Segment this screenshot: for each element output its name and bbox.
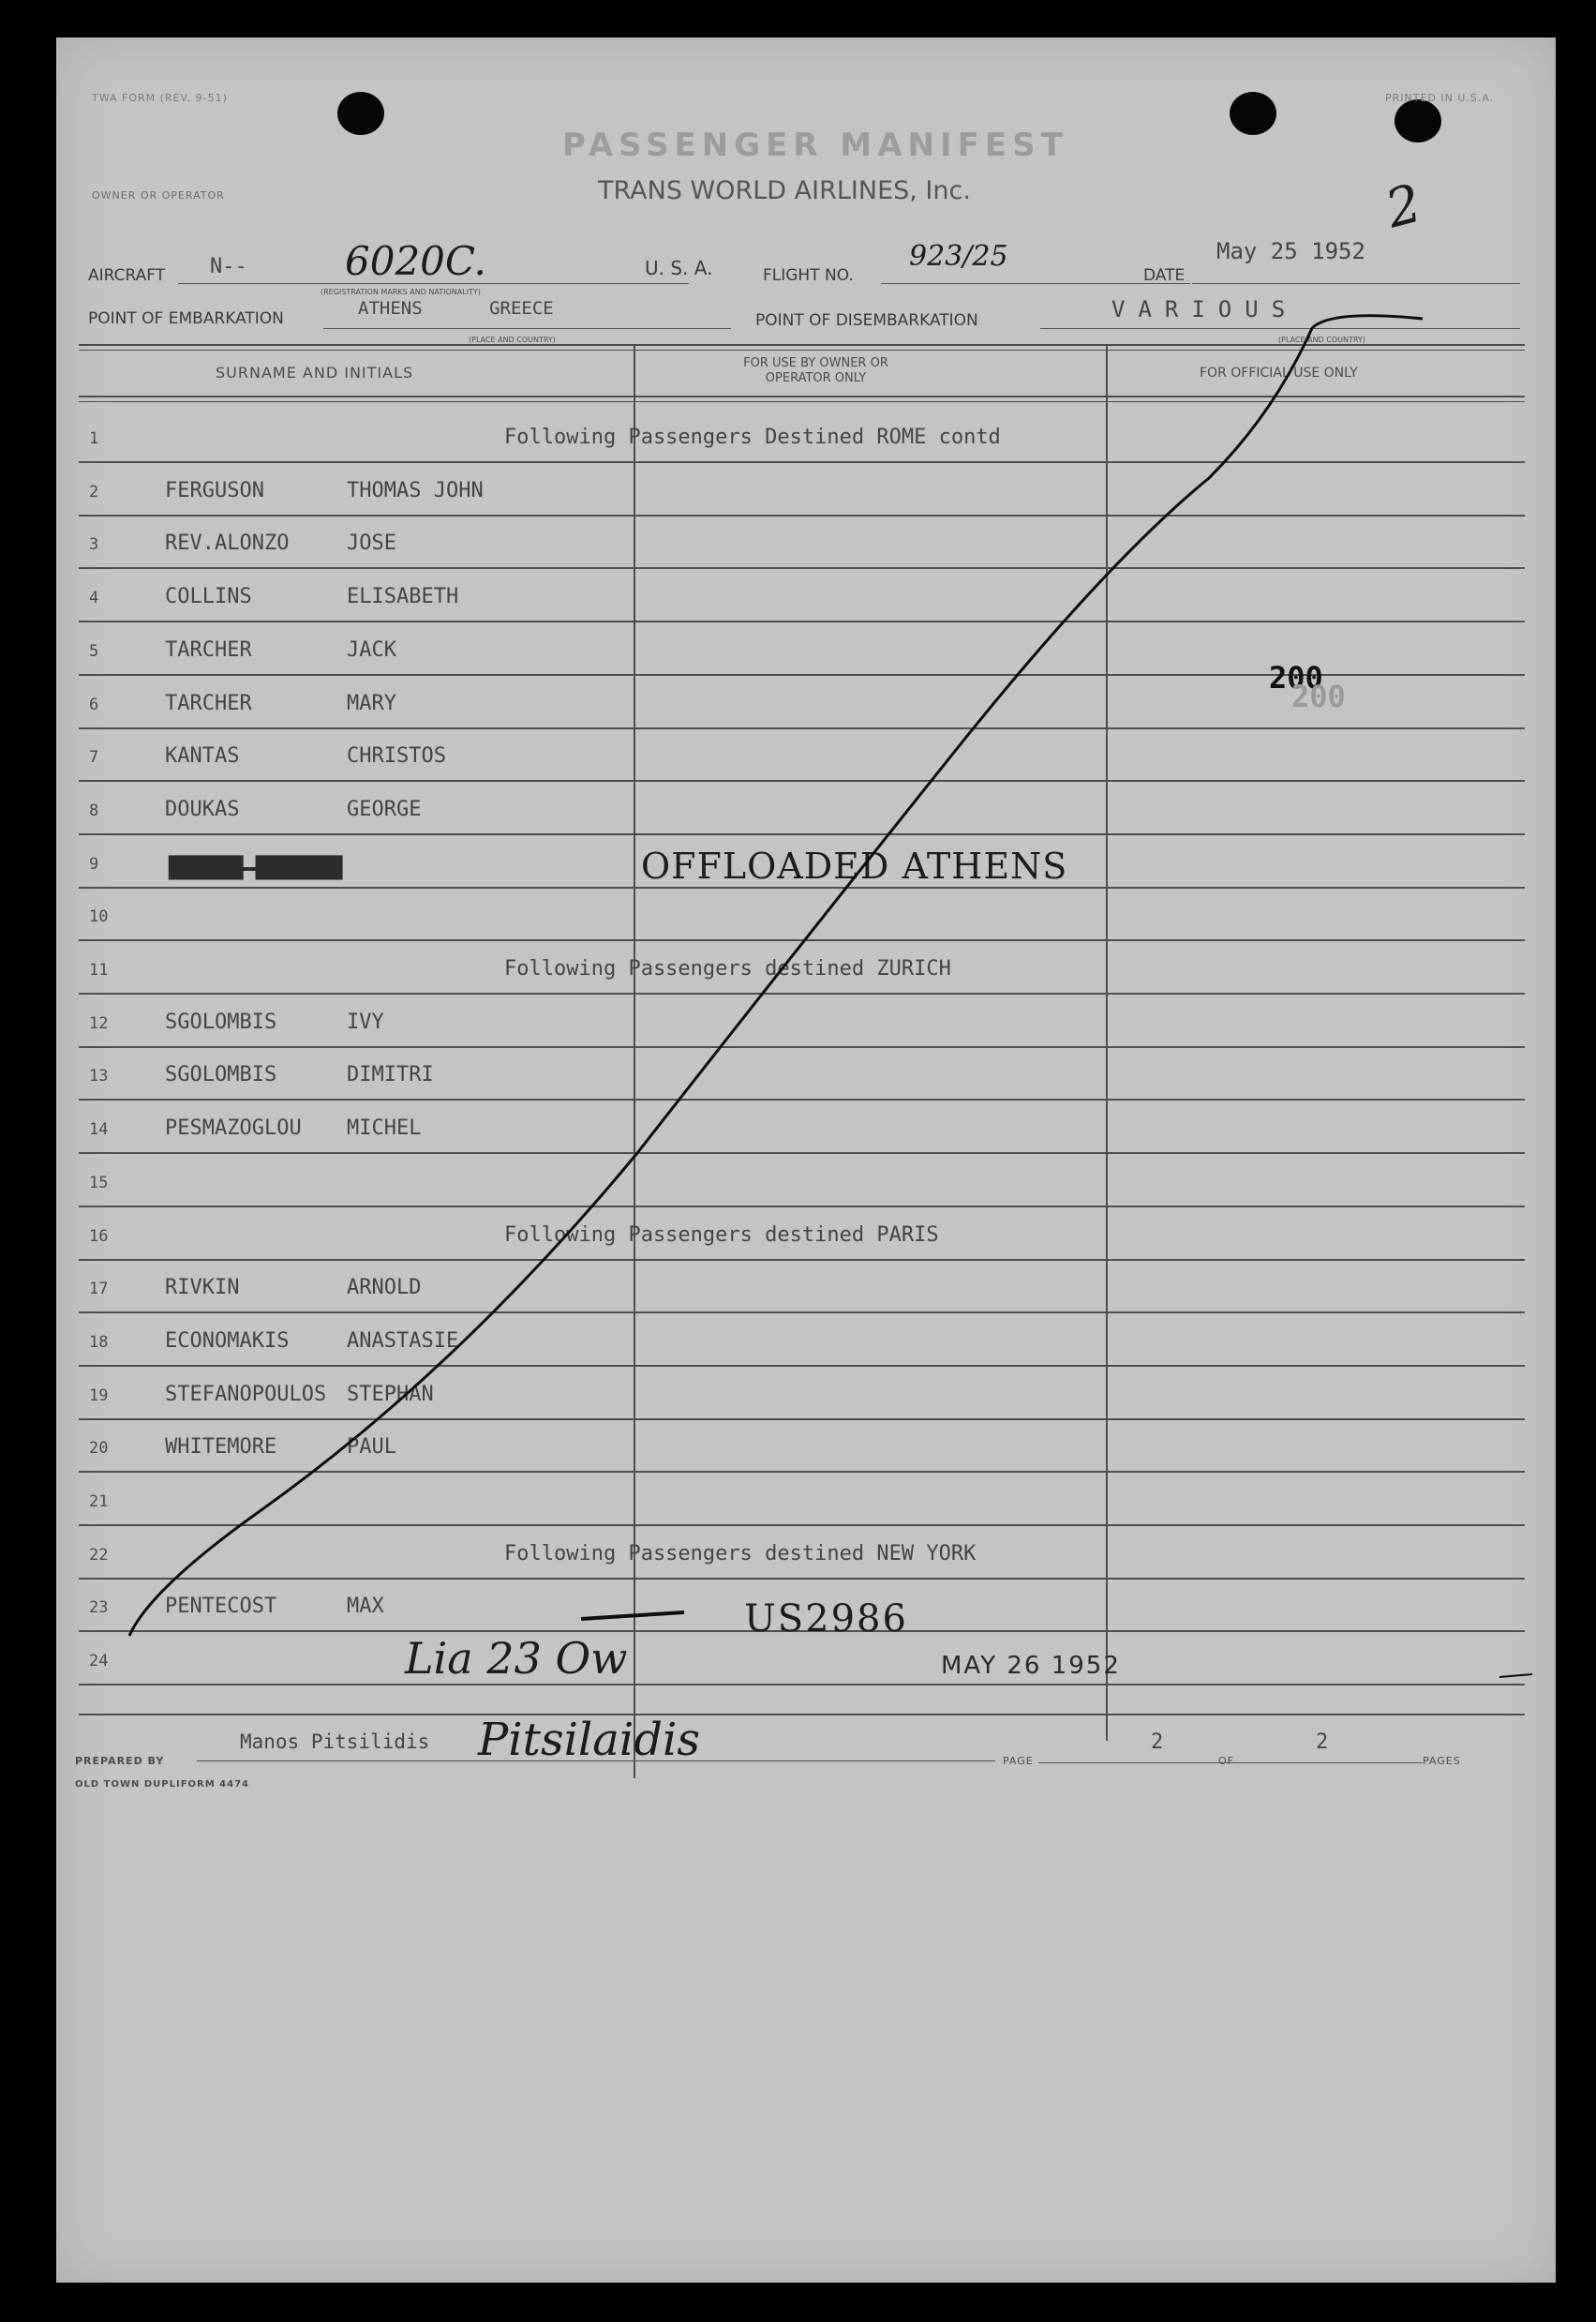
passenger-given-names: MAX [347, 1595, 384, 1619]
manifest-row [56, 731, 1556, 784]
manifest-row [56, 1422, 1556, 1475]
row-rule [79, 1418, 1525, 1420]
surname-column-header: SURNAME AND INITIALS [216, 364, 414, 382]
aircraft-registration: 6020C. [345, 238, 486, 284]
owner-column-header: FOR USE BY OWNER OR OPERATOR ONLY [743, 356, 888, 385]
manifest-row [56, 1157, 1556, 1209]
row-number: 2 [89, 482, 99, 502]
manifest-row [56, 518, 1556, 571]
table-top-rule-2 [79, 350, 1525, 351]
place-note-right: (PLACE AND COUNTRY) [1278, 336, 1365, 344]
page-underline [1038, 1762, 1423, 1763]
passenger-given-names: PAUL [347, 1435, 396, 1460]
row-number: 15 [89, 1173, 109, 1192]
header-bottom-rule [79, 396, 1525, 397]
manifest-row [56, 625, 1556, 678]
disembarkation-place: VARIOUS [1111, 296, 1299, 322]
row-number: 13 [89, 1067, 109, 1086]
passenger-given-names: GEORGE [347, 797, 422, 821]
passenger-given-names: ANASTASIE [347, 1328, 459, 1353]
row-number: 7 [89, 748, 99, 768]
manifest-row [56, 1476, 1556, 1528]
row-rule [79, 1578, 1525, 1580]
passenger-surname: PENTECOST [165, 1595, 277, 1619]
manifest-row [56, 1210, 1556, 1263]
row-rule [79, 1259, 1525, 1261]
manifest-row [56, 785, 1556, 837]
embarkation-place: ATHENS GREECE [358, 298, 554, 319]
manifest-row [56, 572, 1556, 624]
row-rule [79, 567, 1525, 569]
row-number: 5 [89, 641, 99, 661]
punch-hole-middle [1230, 92, 1276, 135]
passenger-given-names: JACK [347, 637, 396, 662]
prepared-by-name: Manos Pitsilidis [240, 1730, 430, 1753]
passenger-surname: TARCHER [165, 637, 252, 662]
header-bottom-rule-2 [79, 401, 1525, 402]
destination-note: Following Passengers destined ZURICH [504, 957, 951, 981]
date-label: DATE [1143, 266, 1186, 285]
embarkation-label: POINT OF EMBARKATION [88, 309, 284, 328]
passenger-given-names: ARNOLD [347, 1276, 422, 1300]
row-number: 19 [89, 1386, 109, 1405]
manifest-row [56, 891, 1556, 943]
printed-in-label: PRINTED IN U.S.A. [1385, 92, 1495, 104]
row-number: 12 [89, 1013, 109, 1033]
punch-hole-left [337, 92, 384, 135]
manifest-title: PASSENGER MANIFEST [562, 127, 1068, 164]
of-label: OF [1218, 1755, 1234, 1767]
row-rule [79, 461, 1525, 463]
official-stamp: 200 [1269, 660, 1323, 696]
row-rule [79, 1684, 1525, 1685]
row-rule [79, 993, 1525, 995]
row-rule [79, 727, 1525, 729]
pages-label: PAGES [1423, 1755, 1461, 1767]
row-number: 8 [89, 801, 99, 820]
registration-note: (REGISTRATION MARKS AND NATIONALITY) [321, 288, 481, 296]
row-rule [79, 1152, 1525, 1154]
row-number: 9 [89, 854, 99, 874]
row-number: 24 [89, 1652, 109, 1671]
passenger-surname: DOUKAS [165, 797, 240, 821]
row-number: 21 [89, 1492, 109, 1511]
row-number: 17 [89, 1280, 109, 1299]
official-stamp-shadow: 200 [1291, 679, 1346, 714]
row-number: 16 [89, 1226, 109, 1246]
table-top-rule [79, 344, 1525, 346]
table-bottom-rule [79, 1714, 1525, 1715]
embarkation-underline [323, 328, 731, 329]
row-number: 3 [89, 535, 99, 555]
row-number: 20 [89, 1439, 109, 1459]
passenger-given-names: JOSE [347, 532, 396, 556]
row-rule [79, 1046, 1525, 1048]
manifest-sheet [56, 37, 1556, 2283]
date-underline [1192, 283, 1520, 284]
offloaded-note: OFFLOADED ATHENS [641, 846, 1068, 887]
passenger-surname: STEFANOPOULOS [165, 1382, 327, 1406]
passenger-given-names: IVY [347, 1010, 384, 1034]
passenger-surname: PESMAZOGLOU [165, 1116, 302, 1141]
flight-number-label: FLIGHT NO. [763, 266, 854, 285]
row-rule [79, 515, 1525, 517]
row-rule [79, 1206, 1525, 1207]
manifest-row [56, 1316, 1556, 1369]
aircraft-label: AIRCRAFT [88, 266, 166, 285]
row-rule [79, 1099, 1525, 1101]
row-number: 10 [89, 907, 109, 927]
punch-hole-right [1395, 99, 1441, 142]
passenger-surname: REV.ALONZO [165, 532, 290, 556]
official-column-header: FOR OFFICIAL USE ONLY [1200, 366, 1358, 381]
passenger-surname: KANTAS [165, 744, 240, 769]
place-note-left: (PLACE AND COUNTRY) [469, 336, 556, 344]
row-9-struck-name: ██████ ███████ [169, 857, 343, 880]
disembarkation-label: POINT OF DISEMBARKATION [755, 311, 978, 330]
stamp-date: MAY 26 1952 [941, 1652, 1121, 1680]
passenger-surname: COLLINS [165, 585, 252, 609]
row-rule [79, 1524, 1525, 1526]
manifest-row [56, 1529, 1556, 1581]
row-rule [79, 833, 1525, 835]
disembarkation-underline [1040, 328, 1520, 329]
row-number: 23 [89, 1598, 109, 1618]
manifest-row [56, 997, 1556, 1050]
passenger-surname: RIVKIN [165, 1276, 240, 1300]
flight-date: May 25 1952 [1216, 238, 1365, 264]
prepared-underline [197, 1760, 995, 1761]
passenger-surname: SGOLOMBIS [165, 1010, 277, 1034]
row-rule [79, 1365, 1525, 1367]
row-rule [79, 1311, 1525, 1313]
passenger-surname: TARCHER [165, 691, 252, 715]
passenger-given-names: THOMAS JOHN [347, 478, 484, 502]
owner-label: OWNER OR OPERATOR [92, 189, 225, 202]
country-label: U. S. A. [645, 257, 713, 279]
row-number: 11 [89, 961, 109, 980]
passenger-given-names: STEPHAN [347, 1382, 434, 1406]
row-rule [79, 1471, 1525, 1473]
manifest-row [56, 944, 1556, 996]
manifest-row [56, 1635, 1556, 1687]
airline-name: TRANS WORLD AIRLINES, Inc. [598, 176, 971, 205]
row-number: 4 [89, 589, 99, 608]
row-rule [79, 780, 1525, 782]
destination-note: Following Passengers destined PARIS [504, 1222, 939, 1247]
manifest-row [56, 1103, 1556, 1156]
total-pages: 2 [1316, 1730, 1329, 1754]
row-number: 18 [89, 1332, 109, 1352]
row-number: 22 [89, 1545, 109, 1565]
row-number: 6 [89, 695, 99, 714]
passenger-surname: FERGUSON [165, 478, 264, 502]
passenger-surname: WHITEMORE [165, 1435, 277, 1460]
manifest-row [56, 1263, 1556, 1315]
handwritten-number: US2986 [744, 1597, 908, 1640]
row-rule [79, 621, 1525, 622]
aircraft-underline [178, 283, 689, 284]
passenger-surname: ECONOMAKIS [165, 1328, 290, 1353]
handwritten-tally: Lia 23 Ow [405, 1633, 628, 1684]
passenger-given-names: ELISABETH [347, 585, 459, 609]
manifest-row [56, 412, 1556, 465]
row-number: 1 [89, 429, 99, 448]
manifest-row [56, 1370, 1556, 1422]
manifest-row [56, 1050, 1556, 1102]
page-label: PAGE [1003, 1755, 1034, 1767]
prepared-by-label: PREPARED BY [75, 1755, 165, 1767]
page-number: 2 [1151, 1730, 1164, 1754]
destination-note: Following Passengers Destined ROME contd [504, 426, 1001, 449]
passenger-given-names: MARY [347, 691, 396, 715]
passenger-given-names: CHRISTOS [347, 744, 446, 769]
dupliform-code: OLD TOWN DUPLIFORM 4474 [75, 1779, 249, 1790]
passenger-surname: SGOLOMBIS [165, 1063, 277, 1087]
aircraft-prefix: N-- [210, 255, 247, 278]
form-code: TWA FORM (REV. 9-51) [92, 92, 228, 104]
passenger-given-names: DIMITRI [347, 1063, 434, 1087]
flight-number: 923/25 [909, 240, 1008, 273]
row-number: 14 [89, 1120, 109, 1140]
passenger-given-names: MICHEL [347, 1116, 422, 1141]
row-rule [79, 939, 1525, 941]
signature: Pitsilaidis [478, 1714, 700, 1766]
manifest-row [56, 466, 1556, 518]
handwritten-corner-mark: 2 [1380, 172, 1428, 241]
destination-note: Following Passengers destined NEW YORK [504, 1541, 977, 1565]
